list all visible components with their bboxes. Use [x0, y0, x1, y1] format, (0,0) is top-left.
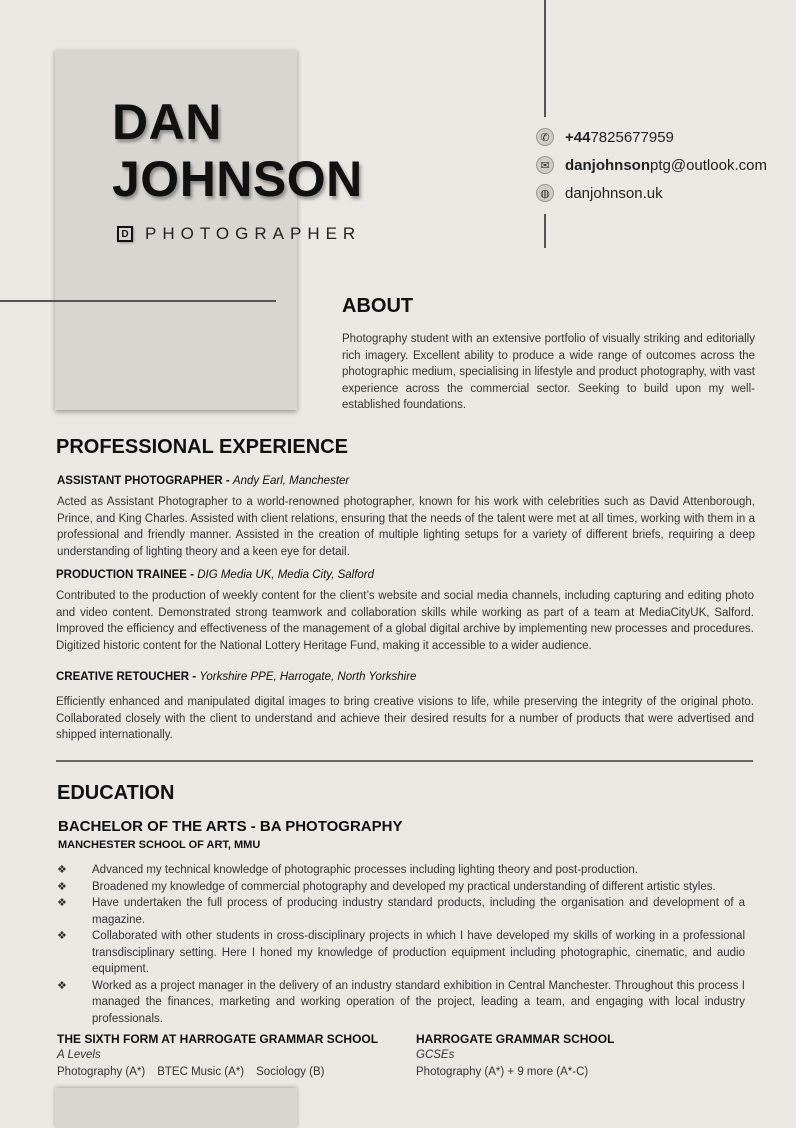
job-role: PRODUCTION TRAINEE -: [56, 569, 198, 581]
header-horizontal-rule: [0, 300, 276, 302]
list-item: [57, 862, 745, 879]
globe-icon: ◍: [536, 184, 554, 202]
bullet-diamond-icon: ❖: [57, 979, 67, 992]
website-link[interactable]: danjohnson.uk: [565, 184, 663, 202]
job-org: Yorkshire PPE, Harrogate, North Yorkshire: [199, 671, 417, 683]
subject: Sociology (B): [256, 1066, 325, 1078]
role-row: [117, 224, 361, 244]
candidate-name: [112, 94, 363, 208]
job-description: Efficiently enhanced and manipulated digital images to bring creative visions to life, while preserving the integrity of the original photo. Collaborated closely with the client to understand and achieve their desired results for a number of products that were advertised and shipped internationally.: [56, 696, 754, 741]
gcse-level: GCSEs: [416, 1049, 455, 1061]
contact-phone: [536, 128, 674, 146]
list-item: [57, 895, 745, 928]
sixth-form-school: THE SIXTH FORM AT HARROGATE GRAMMAR SCHOOL: [57, 1032, 379, 1046]
mail-icon: ✉: [536, 156, 554, 174]
job-role: ASSISTANT PHOTOGRAPHER -: [57, 475, 233, 487]
bullet-text: Advanced my technical knowledge of photographic processes including lighting theory and post-production.: [92, 864, 638, 876]
job-description: Acted as Assistant Photographer to a world-renowned photographer, known for his work with celebrities such as David Attenborough, Prince, and King Charles. Assisted with client relations, ensuring that the needs of the talent were met at all times, working with them in a professional and friendly manner. Assisted in the creation of multiple lighting setups for a variety of different briefs, requiring a deep understanding of lighting theory and a keen eye for detail.: [57, 496, 755, 558]
phone-icon: ✆: [536, 128, 554, 146]
email-user: danjohnson: [565, 156, 650, 174]
footer-card: [55, 1088, 297, 1128]
subject: Photography (A*): [57, 1066, 146, 1078]
about-heading: ABOUT: [342, 295, 414, 317]
degree-bullets: [57, 862, 745, 1027]
bullet-text: Collaborated with other students in cross-disciplinary projects in which I have developed my skills of working in a professional transdisciplinary setting. Here I honed my knowledge of production equipment including photographic, cinematic, and audio equipment.: [92, 930, 745, 975]
job-title: [57, 475, 349, 487]
bullet-diamond-icon: ❖: [57, 880, 67, 893]
phone-number: 7825677959: [590, 128, 674, 146]
job-title: [56, 671, 416, 683]
sixth-form-subjects: [57, 1066, 337, 1078]
top-vertical-rule: [544, 0, 546, 117]
bullet-text: Worked as a project manager in the delivery of an industry standard exhibition in Central Manchester. Throughout this process I managed the finances, marketing and working operation of the project, leading a team, and engaging with local industry professionals.: [92, 979, 745, 1025]
phone-link[interactable]: [565, 129, 674, 146]
first-name: DAN: [112, 94, 222, 150]
email-domain: ptg@outlook.com: [650, 156, 767, 174]
about-text: Photography student with an extensive portfolio of visually striking and editorially rich imagery. Excellent ability to produce a wide range of outcomes across the photographic medium, specialising in lifestyle and product photography, with vast experience across the commercial sector. Seeking to build upon my well-established foundations.: [342, 333, 755, 411]
list-item: [57, 879, 745, 896]
experience-heading: PROFESSIONAL EXPERIENCE: [56, 436, 348, 458]
contact-vertical-rule: [544, 214, 546, 248]
gcse-subjects: Photography (A*) + 9 more (A*-C): [416, 1066, 589, 1078]
email-link[interactable]: [565, 157, 767, 174]
bullet-diamond-icon: ❖: [57, 897, 67, 909]
job-role: CREATIVE RETOUCHER -: [56, 671, 200, 683]
subject: BTEC Music (A*): [157, 1066, 245, 1078]
education-heading: EDUCATION: [57, 782, 175, 804]
contact-email: [536, 156, 767, 174]
gcse-school: HARROGATE GRAMMAR SCHOOL: [416, 1032, 615, 1046]
job-org: DIG Media UK, Media City, Salford: [197, 569, 375, 581]
job-org: Andy Earl, Manchester: [232, 475, 350, 487]
logo-mark-icon: [117, 226, 133, 242]
bullet-diamond-icon: ❖: [57, 930, 67, 942]
job-title: [56, 569, 374, 581]
list-item: [57, 978, 745, 1028]
sixth-form-level: A Levels: [57, 1049, 101, 1061]
list-item: [57, 928, 745, 978]
job-description: Contributed to the production of weekly content for the client’s website and social media channels, including capturing and editing photo and video content. Demonstrated strong teamwork and collaboration skills while working as part of a team at MediaCityUK, Salford. Improved the efficiency and effectiveness of the management of a global digital archive by implementing new processes and procedures. Digitized historic content for the National Lottery Heritage Fund, making it accessible to a wider audience.: [56, 590, 754, 652]
last-name: JOHNSON: [112, 151, 363, 207]
contact-website: [536, 184, 663, 202]
bullet-text: Broadened my knowledge of commercial photography and developed my practical understanding of different artistic styles.: [92, 880, 716, 893]
bullet-diamond-icon: ❖: [57, 864, 67, 876]
role-title: PHOTOGRAPHER: [145, 224, 362, 243]
experience-divider: [56, 760, 753, 762]
degree-title: BACHELOR OF THE ARTS - BA PHOTOGRAPHY: [58, 818, 403, 835]
degree-school: MANCHESTER SCHOOL OF ART, MMU: [58, 839, 261, 851]
logo-letter: D: [121, 228, 129, 240]
phone-prefix: +44: [565, 128, 591, 146]
bullet-text: Have undertaken the full process of producing industry standard products, including the organisation and development of a magazine.: [92, 897, 745, 926]
